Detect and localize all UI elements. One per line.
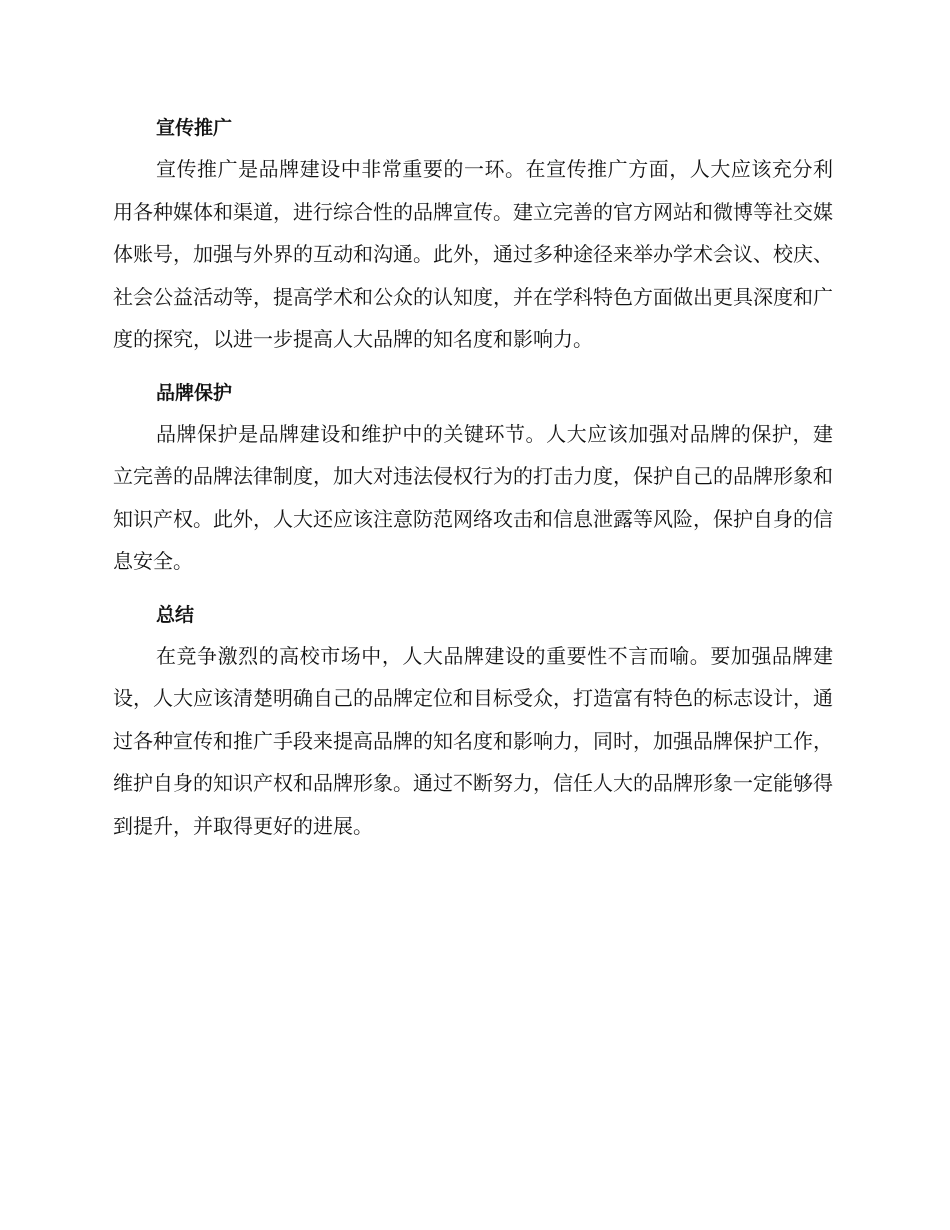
section-heading: 品牌保护	[156, 381, 233, 404]
section-heading: 宣传推广	[156, 117, 233, 139]
section-paragraph: 品牌保护是品牌建设和维护中的关键环节。人大应该加强对品牌的保护，建立完善的品牌法律制度，加大对违法侵权行为的打击力度，保护自己的品牌形象和知识产权。此外，人大还应该注意防范网络攻击和信息泄露等风险，保护自身的信息安全。	[113, 421, 833, 573]
document-page	[113, 108, 833, 859]
section-brand-protection	[113, 373, 833, 583]
section-heading: 总结	[156, 603, 195, 626]
section-summary	[113, 595, 833, 848]
section-paragraph: 在竞争激烈的高校市场中，人大品牌建设的重要性不言而喻。要加强品牌建设，人大应该清楚明确自己的品牌定位和目标受众，打造富有特色的标志设计，通过各种宣传和推广手段来提高品牌的知名度和影响力，同时，加强品牌保护工作，维护自身的知识产权和品牌形象。通过不断努力，信任人大的品牌形象一定能够得到提升，并取得更好的进展。	[113, 643, 833, 838]
section-paragraph: 宣传推广是品牌建设中非常重要的一环。在宣传推广方面，人大应该充分利用各种媒体和渠道，进行综合性的品牌宣传。建立完善的官方网站和微博等社交媒体账号，加强与外界的互动和沟通。此外，通过多种途径来举办学术会议、校庆、社会公益活动等，提高学术和公众的认知度，并在学科特色方面做出更具深度和广度的探究，以进一步提高人大品牌的知名度和影响力。	[113, 157, 833, 351]
section-promotion	[113, 108, 833, 361]
